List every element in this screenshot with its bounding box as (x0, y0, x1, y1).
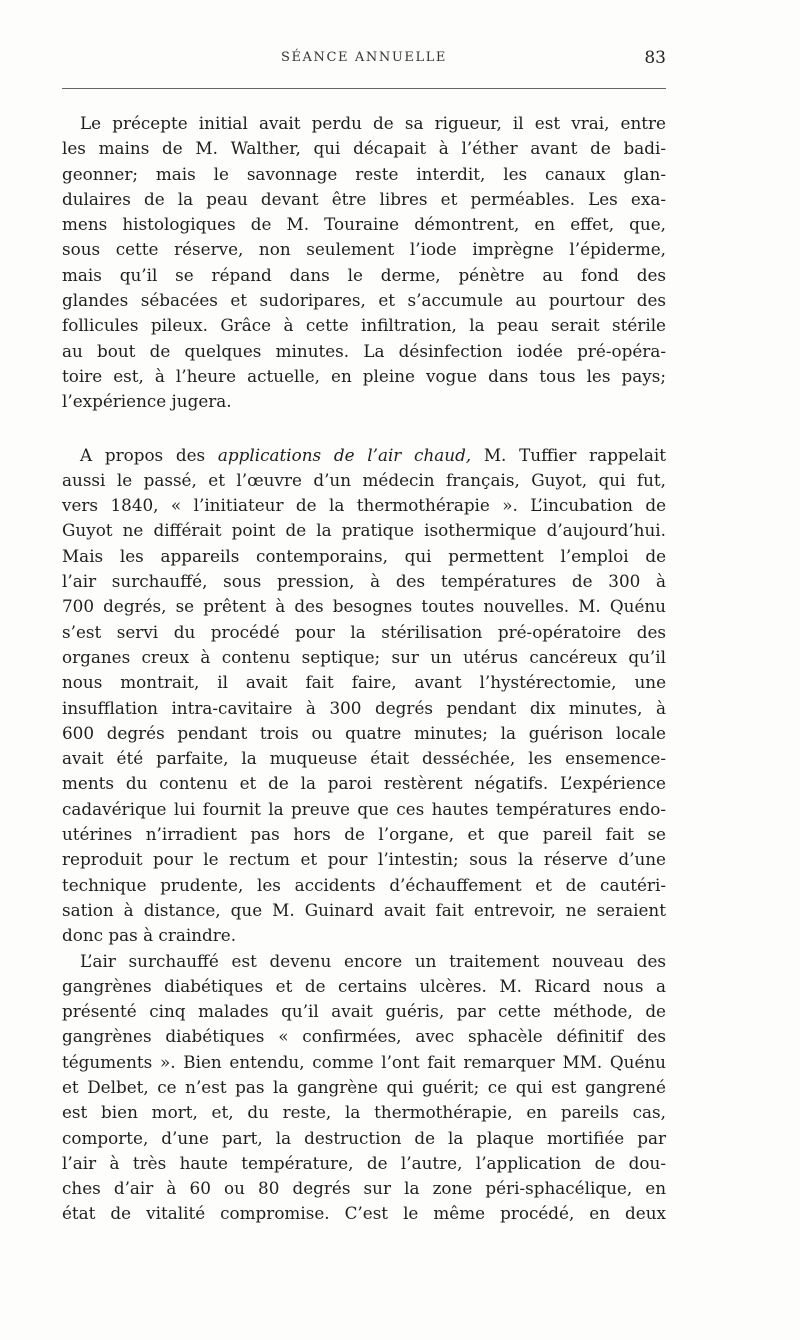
text-line: gangrènes diabétiques et de certains ulcères. M. Ricard nous a (62, 975, 666, 996)
text-line: cadavérique lui fournit la preuve que ces hautes températures endo- (62, 798, 666, 819)
text-line: et Delbet, ce n’est pas la gangrène qui guérit; ce qui est gangrené (62, 1076, 666, 1097)
text-line: Guyot ne différait point de la pratique isothermique d’aujourd’hui. (62, 520, 666, 541)
text-line: est bien mort, et, du reste, la thermothérapie, en pareils cas, (62, 1102, 666, 1123)
text-run: M. Tuffier rappelait (471, 444, 666, 465)
text-line: téguments ». Bien entendu, comme l’ont fait remarquer MM. Quénu (62, 1051, 666, 1072)
text-line: 700 degrés, se prêtent à des besognes toutes nouvelles. M. Quénu (62, 596, 666, 617)
text-line: l’air surchauffé, sous pression, à des températures de 300 à (62, 571, 666, 592)
text-line: L’air surchauffé est devenu encore un traitement nouveau des (80, 950, 666, 971)
text-line: ments du contenu et de la paroi restèrent négatifs. L’expérience (62, 773, 666, 794)
italic-title: applications de l’air chaud, (217, 444, 472, 465)
header-rule (62, 88, 666, 89)
text-line: organes creux à contenu septique; sur un utérus cancéreux qu’il (62, 646, 666, 667)
paragraph-3 (62, 949, 666, 1227)
text-line: état de vitalité compromise. C’est le même procédé, en deux (62, 1203, 666, 1224)
text-line: mens histologiques de M. Touraine démontrent, en effet, que, (62, 214, 666, 235)
text-run: A propos des (80, 444, 218, 465)
text-line: avait été parfaite, la muqueuse était desséchée, les ensemence- (62, 748, 666, 769)
text-line: comporte, d’une part, la destruction de la plaque mortifiée par (62, 1127, 666, 1148)
text-line: mais qu’il se répand dans le derme, pénètre au fond des (62, 264, 666, 285)
text-line: vers 1840, « l’initiateur de la thermothérapie ». L’incubation de (62, 495, 666, 516)
text-line: aussi le passé, et l’œuvre d’un médecin français, Guyot, qui fut, (62, 469, 666, 490)
text-line: s’est servi du procédé pour la stérilisation pré-opératoire des (62, 621, 666, 642)
text-line: utérines n’irradient pas hors de l’organe, et que pareil fait se (62, 824, 666, 845)
text-line: nous montrait, il avait fait faire, avant l’hystérectomie, une (62, 672, 666, 693)
paragraph-gap (62, 415, 666, 443)
paragraph-1 (62, 111, 666, 415)
text-line: l’air à très haute température, de l’autre, l’application de dou- (62, 1152, 666, 1173)
text-line: follicules pileux. Grâce à cette infiltration, la peau serait stérile (62, 315, 666, 336)
text-line: sation à distance, que M. Guinard avait fait entrevoir, ne seraient (62, 899, 666, 920)
text-line: dulaires de la peau devant être libres et perméables. Les exa- (62, 188, 666, 209)
text-line: donc pas à craindre. (62, 925, 237, 946)
text-line: reproduit pour le rectum et pour l’intestin; sous la réserve d’une (62, 849, 666, 870)
paragraph-2 (62, 443, 666, 949)
text-line: ches d’air à 60 ou 80 degrés sur la zone péri-sphacélique, en (62, 1178, 666, 1199)
text-line: présenté cinq malades qu’il avait guéris, par cette méthode, de (62, 1001, 666, 1022)
text-line: Le précepte initial avait perdu de sa rigueur, il est vrai, entre (80, 113, 666, 133)
text-line: Mais les appareils contemporains, qui permettent l’emploi de (62, 545, 666, 566)
text-line: geonner; mais le savonnage reste interdit, les canaux glan- (62, 163, 666, 184)
text-line: glandes sébacées et sudoripares, et s’accumule au pourtour des (62, 290, 666, 311)
running-head (62, 50, 666, 80)
text-line: gangrènes diabétiques « confirmées, avec sphacèle définitif des (62, 1026, 666, 1047)
text-line: l’expérience jugera. (62, 391, 232, 412)
text-line: les mains de M. Walther, qui décapait à l’éther avant de badi- (62, 138, 666, 159)
text-line: insufflation intra-cavitaire à 300 degrés pendant dix minutes, à (62, 697, 666, 718)
text-line: technique prudente, les accidents d’échauffement et de cautéri- (62, 874, 666, 895)
body-text (62, 111, 666, 1227)
running-title: SÉANCE ANNUELLE (280, 50, 448, 65)
text-line: toire est, à l’heure actuelle, en pleine vogue dans tous les pays; (62, 365, 666, 386)
text-line: 600 degrés pendant trois ou quatre minutes; la guérison locale (62, 722, 666, 743)
text-line: au bout de quelques minutes. La désinfection iodée pré-opéra- (62, 340, 666, 361)
text-line: sous cette réserve, non seulement l’iode imprègne l’épiderme, (62, 239, 666, 260)
text-line (62, 443, 666, 468)
page-number: 83 (644, 48, 666, 68)
